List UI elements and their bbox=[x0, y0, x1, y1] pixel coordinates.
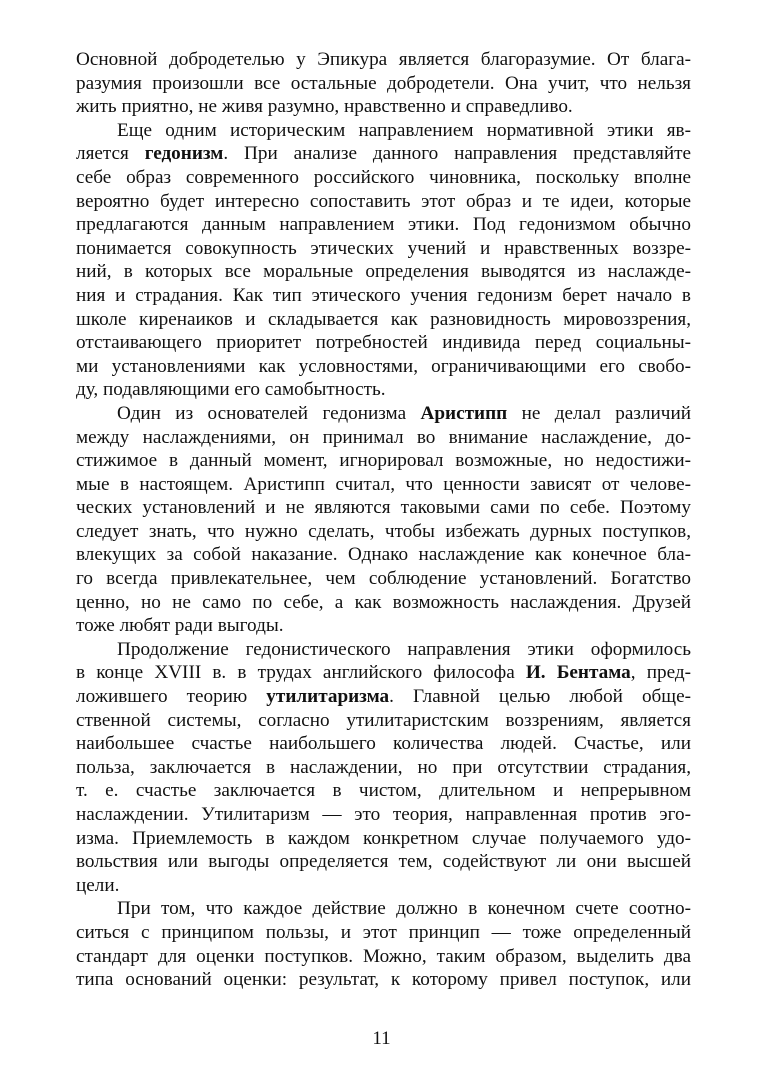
text-line bbox=[76, 237, 691, 261]
text-line bbox=[76, 827, 691, 851]
text-line bbox=[76, 874, 691, 898]
text-run: следует знать, что нужно сделать, чтобы избежать дурных поступков, bbox=[76, 520, 691, 542]
text-run: . Главной целью любой обще- bbox=[389, 686, 691, 708]
text-run: типа оснований оценки: результат, к которому привел поступок, или bbox=[76, 969, 691, 991]
text-run: Еще одним историческим направлением нормативной этики яв- bbox=[117, 119, 691, 141]
text-run: стижимое в данный момент, игнорировал возможные, но недостижи- bbox=[76, 450, 691, 472]
text-line bbox=[76, 95, 691, 119]
text-run: Продолжение гедонистического направления этики оформилось bbox=[117, 638, 691, 660]
text-line bbox=[76, 355, 691, 379]
text-run: Один из основателей гедонизма bbox=[117, 402, 421, 424]
text-line bbox=[76, 284, 691, 308]
text-run: стандарт для оценки поступков. Можно, таким образом, выделить два bbox=[76, 945, 691, 967]
text-run: ценно, но не само по себе, а как возможность наслаждения. Друзей bbox=[76, 591, 691, 613]
text-run: в конце XVIII в. в трудах английского философа bbox=[76, 662, 526, 684]
text-run: наибольшее счастье наибольшего количества людей. Счастье, или bbox=[76, 733, 691, 755]
text-run: изма. Приемлемость в каждом конкретном случае получаемого удо- bbox=[76, 827, 691, 849]
text-run: тоже любят ради выгоды. bbox=[76, 615, 284, 637]
text-line bbox=[76, 897, 691, 921]
text-line bbox=[76, 496, 691, 520]
text-run: Основной добродетелью у Эпикура является благоразумие. От блага- bbox=[76, 49, 691, 70]
text-line bbox=[76, 968, 691, 992]
text-run: ний, в которых все моральные определения выводятся из наслажде- bbox=[76, 261, 691, 283]
text-run: . При анализе данного направления представляйте bbox=[223, 143, 692, 165]
page-number: 11 bbox=[372, 1028, 391, 1049]
text-run: ми установлениями как условностями, ограничивающими его свобо- bbox=[76, 355, 691, 377]
text-line bbox=[76, 850, 691, 874]
text-line bbox=[76, 732, 691, 756]
text-run: ния и страдания. Как тип этического учения гедонизм берет начало в bbox=[76, 284, 691, 306]
text-run: ческих установлений и не являются таковыми сами по себе. Поэтому bbox=[76, 497, 691, 519]
text-run: , пред- bbox=[630, 662, 691, 684]
text-run: ляется bbox=[76, 143, 145, 165]
text-run: вероятно будет интересно сопоставить этот образ и те идеи, которые bbox=[76, 190, 691, 212]
text-run: При том, что каждое действие должно в конечном счете соотно- bbox=[117, 898, 691, 920]
text-line bbox=[76, 119, 691, 143]
text-run: польза, заключается в наслаждении, но при отсутствии страдания, bbox=[76, 756, 691, 778]
page-body bbox=[76, 48, 691, 992]
bold-term: Аристипп bbox=[420, 402, 508, 424]
text-line bbox=[76, 520, 691, 544]
text-run: вольствия или выгоды определяется тем, содействуют ли они высшей bbox=[76, 851, 691, 873]
bold-term: утилитаризма bbox=[266, 686, 390, 708]
bold-term: гедонизм bbox=[144, 143, 224, 165]
text-line bbox=[76, 331, 691, 355]
text-run: понимается совокупность этических учений и нравственных воззре- bbox=[76, 237, 691, 259]
text-run: цели. bbox=[76, 874, 120, 896]
text-run: т. е. счастье заключается в чистом, длительном и непрерывном bbox=[76, 780, 691, 802]
text-line bbox=[76, 709, 691, 733]
text-line bbox=[76, 473, 691, 497]
text-line bbox=[76, 921, 691, 945]
text-run: ложившего теорию bbox=[76, 686, 267, 708]
text-line bbox=[76, 308, 691, 332]
text-run: ду, подавляющими его самобытность. bbox=[76, 379, 386, 401]
text-line bbox=[76, 142, 691, 166]
text-run: не делал различий bbox=[507, 402, 691, 424]
text-line bbox=[76, 543, 691, 567]
text-line bbox=[76, 756, 691, 780]
text-line bbox=[76, 402, 691, 426]
text-line bbox=[76, 638, 691, 662]
text-run: себе образ современного российского чиновника, поскольку вполне bbox=[76, 166, 691, 188]
text-line bbox=[76, 378, 691, 402]
text-run: наслаждении. Утилитаризм — это теория, направленная против эго- bbox=[76, 804, 691, 825]
text-line bbox=[76, 661, 691, 685]
text-run: школе киренаиков и складывается как разновидность мировоззрения, bbox=[76, 308, 691, 330]
text-line bbox=[76, 166, 691, 190]
text-run: го всегда привлекательнее, чем соблюдение установлений. Богатство bbox=[76, 568, 691, 590]
text-line bbox=[76, 260, 691, 284]
text-run: разумия произошли все остальные добродетели. Она учит, что нельзя bbox=[76, 72, 691, 94]
text-line bbox=[76, 567, 691, 591]
text-line bbox=[76, 591, 691, 615]
text-run: жить приятно, не живя разумно, нравственно и справедливо. bbox=[76, 96, 573, 118]
text-line bbox=[76, 614, 691, 638]
text-line bbox=[76, 803, 691, 827]
text-line bbox=[76, 685, 691, 709]
text-run: предлагаются данным направлением этики. Под гедонизмом обычно bbox=[76, 214, 691, 236]
text-run: мые в настоящем. Аристипп считал, что ценности зависят от челове- bbox=[76, 473, 691, 495]
text-line bbox=[76, 426, 691, 450]
text-run: отстаивающего приоритет потребностей индивида перед социальны- bbox=[76, 332, 691, 354]
text-run: ситься с принципом пользы, и этот принцип — тоже определенный bbox=[76, 921, 691, 943]
text-line bbox=[76, 48, 691, 72]
text-run: влекущих за собой наказание. Однако наслаждение как конечное бла- bbox=[76, 544, 691, 566]
text-run: между наслаждениями, он принимал во внимание наслаждение, до- bbox=[76, 426, 691, 448]
text-line bbox=[76, 190, 691, 214]
text-line bbox=[76, 72, 691, 96]
text-line bbox=[76, 779, 691, 803]
text-run: ственной системы, согласно утилитаристским воззрениям, является bbox=[76, 709, 691, 731]
text-line bbox=[76, 213, 691, 237]
text-line bbox=[76, 449, 691, 473]
bold-term: И. Бентама bbox=[525, 662, 631, 684]
text-line bbox=[76, 945, 691, 969]
